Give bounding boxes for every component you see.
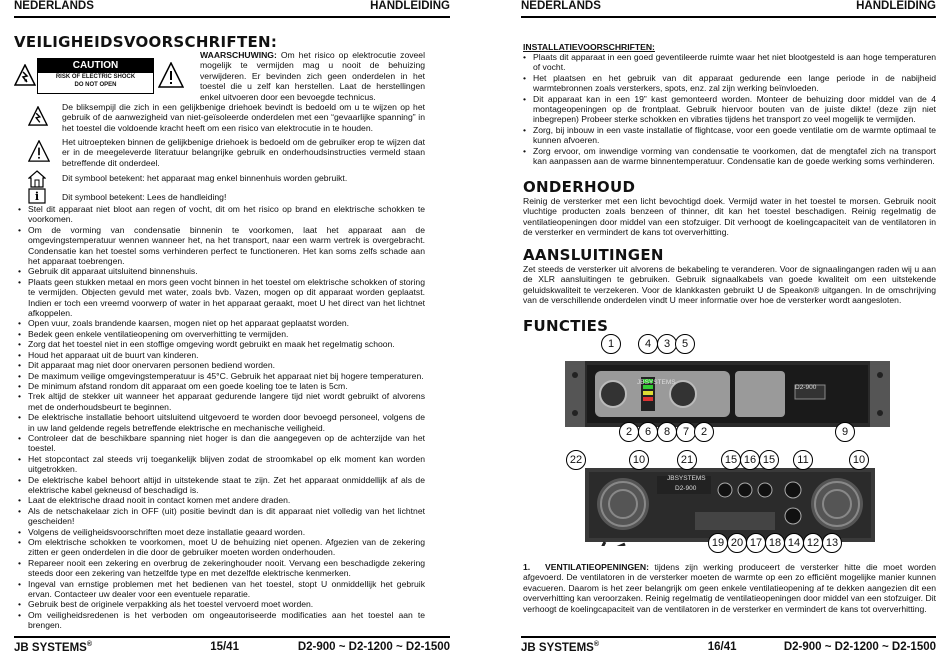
callout-18: 18	[765, 533, 785, 553]
safety-bullet: • De maximum veilige omgevingstemperatuur is 45°C. Gebruik het apparaat niet bij hogere temperaturen.	[18, 371, 425, 381]
indoor-use-icon	[28, 170, 46, 188]
callout-11: 11	[793, 450, 813, 470]
exclamation-description: Het uitroepteken binnen de gelijkbenige driehoek is bedoeld om de gebruiker erop te wijzen dat er in de meegeleverde literatuur belangrijke gebruik en onderhoudsinstructies vermeld staan betreffende dit onderdeel.	[62, 137, 425, 168]
safety-bullet: • Open vuur, zoals brandende kaarsen, mogen niet op het apparaat geplaatst worden.	[18, 318, 425, 328]
callout-14: 14	[784, 533, 804, 553]
page-footer	[521, 636, 936, 654]
maintenance-title: ONDERHOUD	[523, 178, 636, 196]
callout-12: 12	[803, 533, 823, 553]
install-bullet: • Zorg ervoor, om inwendige vorming van condensatie te voorkomen, dat de mengtafel zich na transport kan aanpassen aan de warme binnentemperatuur. Condensatie kan de goede werking soms verhinderen.	[523, 146, 936, 167]
callout-2: 2	[619, 422, 639, 442]
callout-19: 19	[708, 533, 728, 553]
footer-models: D2-900 ~ D2-1200 ~ D2-1500	[297, 641, 450, 653]
page-header	[14, 0, 450, 18]
page-footer	[14, 636, 450, 654]
callout-5: 5	[675, 334, 695, 354]
install-bullet: • Dit apparaat kan in een 19” kast gemonteerd worden. Monteer de behuizing door middel van de 4 montageopeningen op de frontplaat. Gebruik hiervoor bouten van de juiste dikte! (deze zijn niet inbegrepen) Probeer sterke schokken en vibraties tijdens het transport zo veel mogelijk te vermijden.	[523, 94, 936, 125]
connections-title: AANSLUITINGEN	[523, 246, 664, 264]
header-manual: HANDLEIDING	[856, 0, 936, 12]
callout-10: 10	[629, 450, 649, 470]
function-text: tijdens zijn werking produceert de versterker hitte die moet worden afgevoerd. De ventilatoren in de versterker moeten de warmte op een zo efficiënt mogelijke manier kunnen evacueren. Daarom is het zeer belangrijk om geen enkele ventilatieopening af te dekken aangezien dit een oververhitting kan veroorzaken. Reinig regelmatig de ventilatieopeningen door middel van een stofzuiger. Dit verhoogt de koelingcapaciteit van de ventilatoren in de versterker en vermindert de kans tot oververhitting.	[523, 562, 936, 614]
footer-brand: JB SYSTEMS	[14, 641, 87, 654]
footer-page-number: 15/41	[210, 641, 239, 653]
function-number: 1.	[523, 562, 531, 572]
footer-page-number: 16/41	[707, 641, 737, 653]
install-heading	[523, 42, 936, 52]
callout-17: 17	[746, 533, 766, 553]
function-item-1	[523, 562, 936, 614]
safety-bullet: • Volgens de veiligheidsvoorschriften moet deze installatie geaard worden.	[18, 527, 425, 537]
svg-text:i: i	[34, 190, 40, 203]
safety-bullet: • Controleer dat de beschikbare spanning niet hoger is dan die aangegeven op de achterzijde van het toestel.	[18, 433, 425, 454]
header-language: NEDERLANDS	[521, 0, 601, 12]
safety-bullet: • Om elektrische schokken te voorkomen, moet U de behuizing niet openen. Afgezien van de zekering zitten er geen onderdelen in die door de gebruiker moeten worden onderhouden.	[18, 537, 425, 558]
callout-8: 8	[657, 422, 677, 442]
safety-bullet: • Om de vorming van condensatie binnenin te voorkomen, laat het apparaat aan de omgevingstemperatuur wennen wanneer het, na het transport, naar een warm vertrek is overgebracht. Condensatie kan het toestel soms verhinderen perfect te functioneren. Het kan soms zelfs schade aan het apparaat toebrengen.	[18, 225, 425, 267]
safety-bullet: • Stel dit apparaat niet bloot aan regen of vocht, dit om het risico op brand en elektrische schokken te voorkomen.	[18, 204, 425, 225]
safety-bullet: • Het stopcontact zal steeds vrij toegankelijk blijven zodat de stroomkabel op elk moment kan worden uitgetrokken.	[18, 454, 425, 475]
callout-20: 20	[727, 533, 747, 553]
install-bullet: • Zorg, bij inbouw in een vaste installatie of flightcase, voor een goede ventilatie om de warmte optimaal te kunnen afvoeren.	[523, 125, 936, 146]
callout-15: 15	[721, 450, 741, 470]
safety-bullet: • Gebruik best de originele verpakking als het toestel vervoerd moet worden.	[18, 599, 425, 609]
safety-bullet: • Trek altijd de stekker uit wanneer het apparaat gedurende langere tijd niet wordt gebruikt of alvorens met de onderhoudsbeurt te beginnen.	[18, 391, 425, 412]
callout-9: 9	[835, 422, 855, 442]
safety-bullet: • Bedek geen enkele ventilatieopening om oververhitting te vermijden.	[18, 329, 425, 339]
caution-title: CAUTION	[38, 59, 153, 73]
header-manual: HANDLEIDING	[370, 0, 450, 12]
safety-bullet: • Gebruik dit apparaat uitsluitend binnenshuis.	[18, 266, 425, 276]
manual-description: Dit symbool betekent: Lees de handleiding!	[62, 192, 227, 202]
front-brand-label: JBSYSTEMS	[637, 379, 676, 386]
safety-bullet: • Als de netschakelaar zich in OFF (uit) positie bevindt dan is dit apparaat niet volledig van het lichtnet gescheiden!	[18, 506, 425, 527]
read-manual-icon	[28, 188, 46, 204]
caution-label	[37, 58, 154, 94]
callout-22: 22	[566, 450, 586, 470]
rear-model-label: D2-900	[675, 485, 697, 492]
safety-bullet: • Houd het apparaat uit de buurt van kinderen.	[18, 350, 425, 360]
right-page	[475, 0, 950, 654]
caution-risk-text: RISK OF ELECTRIC SHOCK	[55, 74, 136, 80]
callout-10b: 10	[849, 450, 869, 470]
exclamation-triangle-icon	[28, 140, 50, 162]
safety-bullet: • Om veiligheidsredenen is het verboden om ongeautoriseerde modificaties aan het toestel aan te brengen.	[18, 610, 425, 631]
lightning-triangle-icon	[28, 106, 48, 126]
footer-registered: ®	[86, 641, 93, 648]
safety-bullet: • De elektrische kabel behoort altijd in uitstekende staat te zijn. Zet het apparaat onmiddellijk af als de elektrische kabel gekneusd of beschadigd is.	[18, 475, 425, 496]
connections-text	[523, 264, 936, 306]
safety-title: VEILIGHEIDSVOORSCHRIFTEN:	[14, 33, 278, 51]
connections-paragraph: Zet steeds de versterker uit alvorens de bekabeling te veranderen. Voor de signaalingangen raden wij u aan de XLR aansluitingen te gebruiken. Gebruik signaalkabels van goede kwaliteit om een uitstekende geluidskwaliteit te verzekeren. Voor de klankkasten gebruikt U de Speakon® uitgangen. In de omschrijving van de verschillende onderdelen vindt U meer informatie over hoe de versterker wordt aangesloten.	[523, 264, 936, 306]
callout-7: 7	[676, 422, 696, 442]
install-title: INSTALLATIEVOORSCHRIFTEN:	[523, 42, 655, 52]
exclamation-warning-icon	[158, 62, 184, 88]
functions-title: FUNCTIES	[523, 317, 609, 335]
callout-3: 3	[657, 334, 677, 354]
callout-16: 16	[740, 450, 760, 470]
safety-bullet: • De minimum afstand rondom dit apparaat om een goede koeling toe te laten is 5cm.	[18, 381, 425, 391]
footer-brand: JB SYSTEMS	[521, 641, 594, 654]
callout-1: 1	[601, 334, 621, 354]
safety-bullet-list	[18, 204, 425, 631]
safety-bullet: • De elektrische installatie behoort uitsluitend uitgevoerd te worden door bevoegd personeel, volgens de in uw land geldende regels betreffende elektrische en mechanische veiligheid.	[18, 412, 425, 433]
callout-4: 4	[638, 334, 658, 354]
safety-bullet: • Zorg dat het toestel niet in een stoffige omgeving wordt gebruikt en maak het regelmatig schoon.	[18, 339, 425, 349]
safety-bullet: • Repareer nooit een zekering en overbrug de zekeringhouder nooit. Vervang een beschadigde zekering steeds door een zekering van hetzelfde type en met dezelfde elektrische kenmerken.	[18, 558, 425, 579]
safety-bullet: • Dit apparaat mag niet door onervaren personen bediend worden.	[18, 360, 425, 370]
install-bullet: • Plaats dit apparaat in een goed geventileerde ruimte waar het niet blootgesteld is aan hoge temperaturen of vocht.	[523, 52, 936, 73]
indoor-description: Dit symbool betekent: het apparaat mag enkel binnenhuis worden gebruikt.	[62, 173, 348, 183]
caution-open-text: DO NOT OPEN	[74, 82, 117, 88]
warning-paragraph	[200, 50, 425, 102]
rear-brand-label: JBSYSTEMS	[667, 475, 706, 482]
callout-2b: 2	[694, 422, 714, 442]
footer-models: D2-900 ~ D2-1200 ~ D2-1500	[783, 641, 936, 653]
callout-21: 21	[677, 450, 697, 470]
install-bullet-list	[523, 52, 936, 166]
page-header	[521, 0, 936, 18]
header-language: NEDERLANDS	[14, 0, 94, 12]
footer-registered: ®	[593, 641, 600, 648]
install-bullet: • Het plaatsen en het gebruik van dit apparaat gedurende een lange periode in de nabijheid warmtebronnen zoals versterkers, spots, enz. zal zijn werking beïnvloeden.	[523, 73, 936, 94]
lightning-description: De bliksempijl die zich in een gelijkbenige driehoek bevindt is bedoeld om u te wijzen op het gebruik of de aanwezigheid van niet-geïsoleerde onderdelen met een “gevaarlijke spanning” in het toestel die voldoende kracht heeft om een risico van elektrocutie in te houden.	[62, 102, 425, 133]
maintenance-text: Reinig de versterker met een licht bevochtigd doek. Vermijd water in het toestel te morsen. Gebruik nooit vluchtige producten zoals benzeen of thinner, dit kan het toestel beschadigen. Reinig regelmatig de ventilatieopeningen door middel van een stofzuiger. Dit verhoogt de koelingcapaciteit van de ventilatoren in de versterker en vermindert de kans tot oververhitting.	[523, 196, 936, 238]
safety-bullet: • Laat de elektrische draad nooit in contact komen met andere draden.	[18, 495, 425, 505]
callout-15b: 15	[759, 450, 779, 470]
callout-6: 6	[638, 422, 658, 442]
safety-bullet: • Plaats geen stukken metaal en mors geen vocht binnen in het toestel om elektrische schokken of storing te vermijden. Objecten gevuld met water, zoals bvb. Vazen, mogen op dit apparaat worden geplaatst. Indien er toch een vreemd voorwerp of water in het apparaat geraakt, moet U het direct van het lichtnet afkoppelen.	[18, 277, 425, 319]
warning-label: WAARSCHUWING:	[200, 50, 277, 60]
front-model-label: D2-900	[795, 384, 817, 391]
function-title: VENTILATIEOPENINGEN:	[545, 562, 649, 572]
warning-text: Om het risico op elektrocutie zoveel mogelijk te vermijden mag u nooit de behuizing verwijderen. Er bevinden zich geen onderdelen in het toestel die u zelf kan herstellen. Laat de herstellingen enkel uitvoeren door een bevoegde technicus.	[200, 50, 425, 102]
safety-bullet: • Ingeval van ernstige problemen met het bedienen van het toestel, stopt U onmiddellijk het gebruik ervan. Contacteer uw dealer voor een eventuele reparatie.	[18, 579, 425, 600]
lightning-warning-icon	[14, 64, 36, 86]
callout-13: 13	[822, 533, 842, 553]
